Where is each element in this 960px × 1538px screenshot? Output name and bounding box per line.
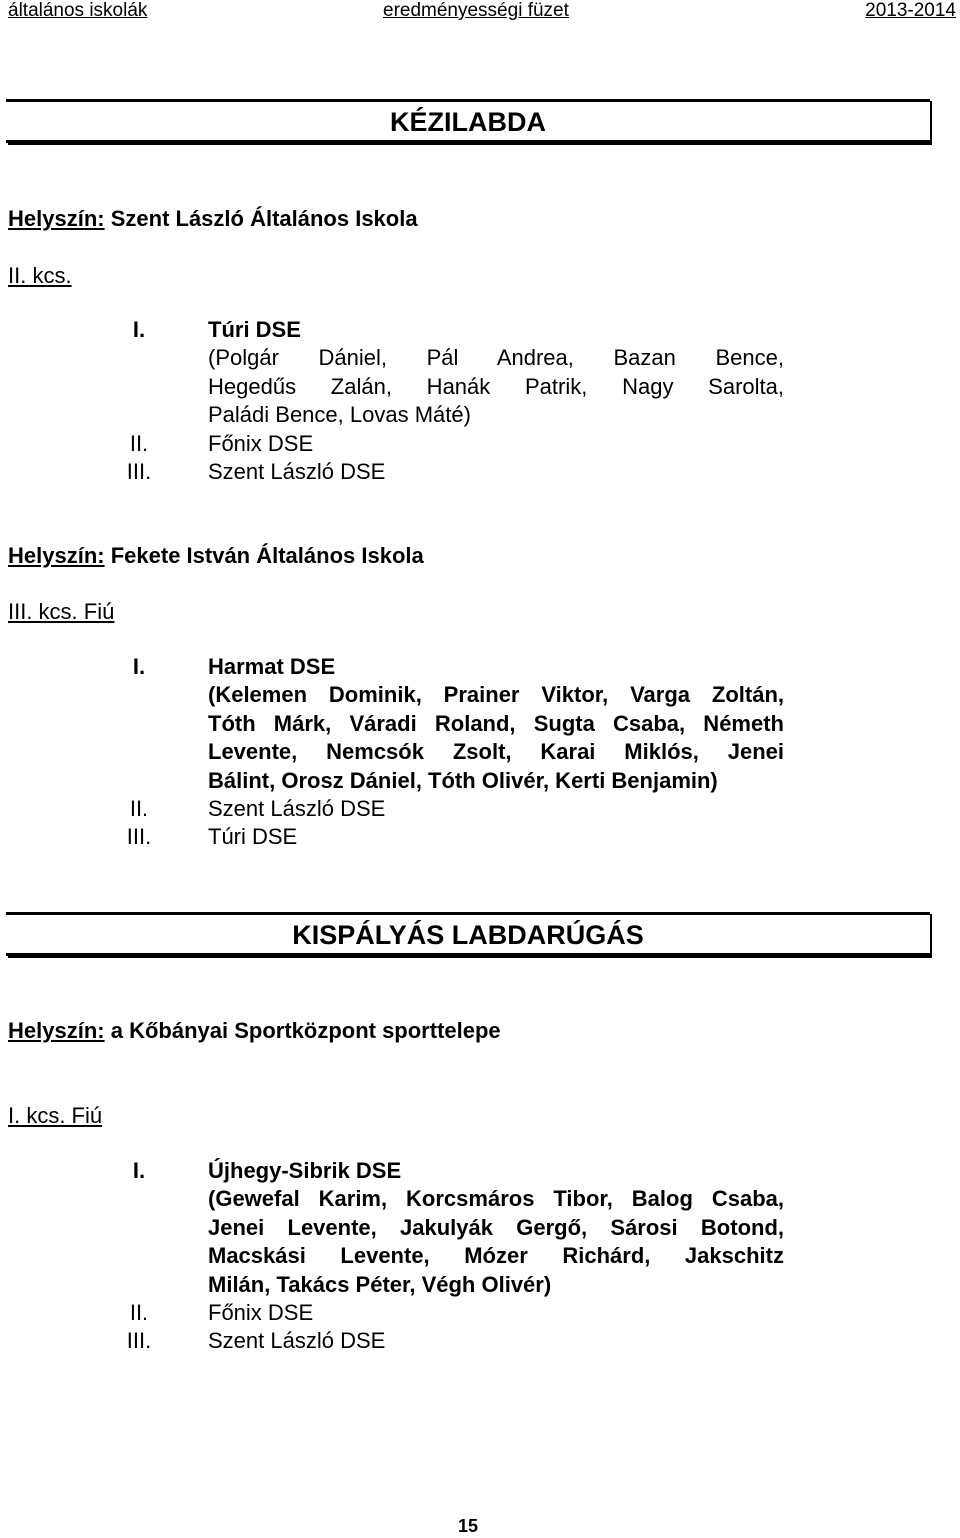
team-members-line: (Polgár Dániel, Pál Andrea, Bazan Bence, — [208, 345, 784, 371]
team-members-line: Milán, Takács Péter, Végh Olivér) — [208, 1271, 552, 1297]
team-name: Újhegy-Sibrik DSE — [208, 1158, 402, 1183]
rank-label: III. — [126, 1328, 152, 1353]
team-members-line: Bálint, Orosz Dániel, Tóth Olivér, Kerti Benjamin) — [208, 767, 718, 793]
rank-label: III. — [126, 824, 152, 849]
team-members-line: Macskási Levente, Mózer Richárd, Jakschitz — [208, 1243, 784, 1269]
venue-label: Helyszín: — [8, 1018, 105, 1043]
rank-label: I. — [132, 317, 146, 342]
result-content — [208, 316, 784, 430]
team-name: Szent László DSE — [208, 796, 386, 821]
page-number: 15 — [457, 1516, 479, 1536]
venue-label: Helyszín: — [8, 206, 105, 231]
team-members-line: Levente, Nemcsók Zsolt, Karai Miklós, Jenei — [208, 739, 784, 765]
section-title-football: KISPÁLYÁS LABDARÚGÁS — [6, 912, 930, 956]
team-name: Túri DSE — [208, 317, 301, 342]
age-category: I. kcs. Fiú — [8, 1103, 103, 1128]
header-booklet-title: eredményességi füzet — [383, 0, 569, 21]
rank-label: I. — [132, 654, 146, 679]
rank-label: II. — [129, 431, 149, 456]
team-name: Főnix DSE — [208, 431, 314, 456]
team-name: Szent László DSE — [208, 1328, 386, 1353]
venue-heading — [8, 205, 418, 233]
result-content — [208, 1157, 784, 1299]
venue-name: a Kőbányai Sportközpont sporttelepe — [110, 1018, 501, 1043]
rank-label: III. — [126, 459, 152, 484]
team-members-line: (Gewefal Karim, Korcsmáros Tibor, Balog Csaba, — [208, 1186, 784, 1212]
rank-label: I. — [132, 1158, 146, 1183]
section-title-handball: KÉZILABDA — [6, 99, 930, 143]
venue-heading — [8, 542, 424, 570]
team-members-line: Jenei Levente, Jakulyák Gergő, Sárosi Botond, — [208, 1214, 784, 1240]
age-category: III. kcs. Fiú — [8, 599, 115, 624]
venue-label: Helyszín: — [8, 543, 105, 568]
venue-name: Fekete István Általános Iskola — [110, 543, 424, 568]
header-school-type: általános iskolák — [8, 0, 148, 21]
rank-label: II. — [129, 796, 149, 821]
header-school-year: 2013-2014 — [865, 0, 956, 21]
venue-heading — [8, 1017, 501, 1045]
team-members-line: Paládi Bence, Lovas Máté) — [208, 402, 471, 428]
team-name: Főnix DSE — [208, 1300, 314, 1325]
result-content — [208, 653, 784, 795]
team-name: Túri DSE — [208, 824, 298, 849]
team-members-line: (Kelemen Dominik, Prainer Viktor, Varga Zoltán, — [208, 682, 784, 708]
team-members-line: Tóth Márk, Váradi Roland, Sugta Csaba, Németh — [208, 710, 784, 736]
team-name: Szent László DSE — [208, 459, 386, 484]
age-category: II. kcs. — [8, 263, 72, 288]
page-header — [0, 0, 960, 26]
team-name: Harmat DSE — [208, 654, 336, 679]
rank-label: II. — [129, 1300, 149, 1325]
team-members-line: Hegedűs Zalán, Hanák Patrik, Nagy Sarolta, — [208, 373, 784, 399]
venue-name: Szent László Általános Iskola — [110, 206, 418, 231]
